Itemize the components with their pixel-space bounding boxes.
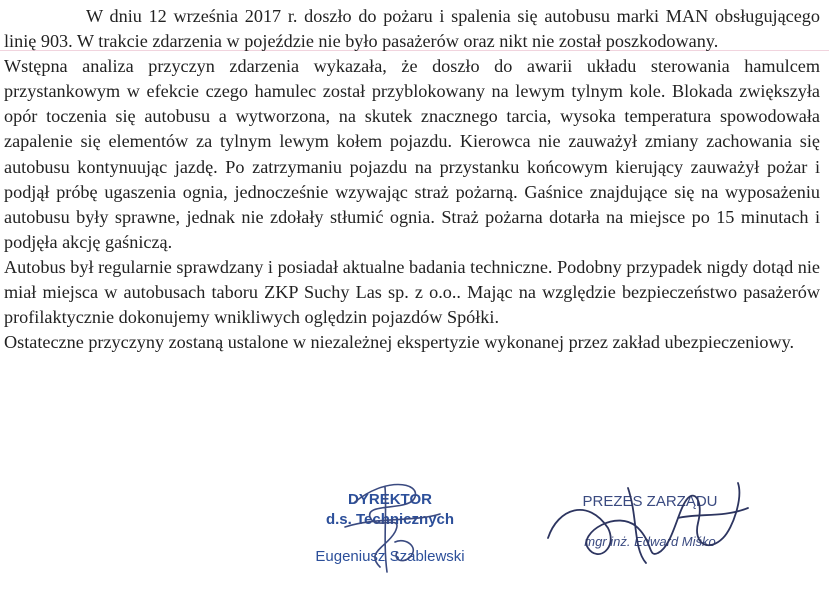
paragraph-inspection: Autobus był regularnie sprawdzany i posiadał aktualne badania techniczne. Podobny przypadek nigdy dotąd nie miał miejsca w autobusach taboru ZKP Suchy Las sp. z o.o.. Mając na względzie bezpieczeństwo pasażerów profilaktycznie dokonujemy wnikliwych oględzin pojazdów Spółki. xyxy=(4,256,820,328)
letter-body xyxy=(4,4,820,355)
paragraph-analysis: Wstępna analiza przyczyn zdarzenia wykazała, że doszło do awarii układu sterowania hamulcem przystankowym w efekcie czego hamulec został przyblokowany na lewym tylnym kole. Blokada zwiększyła opór toczenia się autobusu a wytworzona, na skutek znacznego tarcia, wysoka temperatura spowodowała zapalenie się elementów za tylnym lewym kołem pojazdu. Kierowca nie zauważył zmiany zachowania się autobusu kontynuując jazdę. Po zatrzymaniu pojazdu na przystanku końcowym kierujący zauważył pożar i podjął próbę ugaszenia ognia, jednocześnie wzywając straż pożarną. Gaśnice znajdujące się na wyposażeniu autobusu były sprawne, jednak nie zdołały stłumić ognia. Straż pożarna dotarła na miejsce po 15 minutach i podjęła akcję gaśniczą. xyxy=(4,56,820,252)
signature-stamp-director xyxy=(290,490,490,567)
stamp-title-president: PREZES ZARZĄDU xyxy=(582,493,718,510)
paragraph-conclusion: Ostateczne przyczyny zostaną ustalone w niezależnej ekspertyzie wykonanej przez zakład ubezpieczeniowy. xyxy=(4,332,795,353)
stamp-title-department: d.s. Technicznych xyxy=(325,511,455,528)
stamp-name-president: mgr inż. Edward Miśko xyxy=(584,534,716,549)
stamp-name-director: Eugeniusz Szablewski xyxy=(315,548,465,565)
signature-stamp-president xyxy=(555,492,745,552)
paragraph-incident: W dniu 12 września 2017 r. doszło do pożaru i spalenia się autobusu marki MAN obsługującego linię 903. W trakcie zdarzenia w pojeździe nie było pasażerów oraz nikt nie został poszkodowany. xyxy=(4,6,820,52)
stamp-title-director: DYREKTOR xyxy=(348,491,432,508)
